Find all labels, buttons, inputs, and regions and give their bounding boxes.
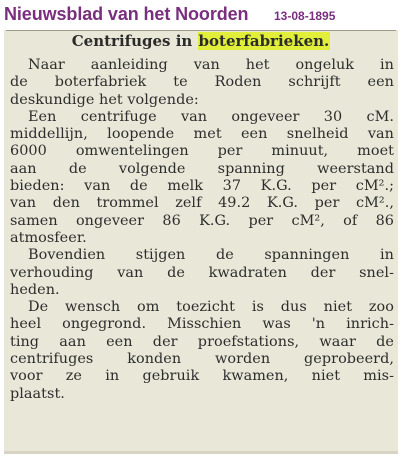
publication-date: 13-08-1895	[274, 9, 336, 23]
article-line: deskundige het volgende:	[10, 91, 199, 108]
article-line: heel ongegrond. Misschien was 'n inrich-	[10, 316, 394, 333]
article-line: van den trommel zelf 49.2 K.G. per cM².,	[10, 195, 394, 212]
article-line: Een centrifuge van ongeveer 30 cM.	[28, 108, 394, 125]
clipping-bottom-edge	[4, 451, 398, 454]
article-body	[10, 57, 394, 403]
article-line: plaatst.	[10, 385, 65, 402]
article-line: voor ze in gebruik kwamen, niet mis-	[10, 368, 394, 385]
article-line: samen ongeveer 86 K.G. per cM², of 86	[10, 212, 394, 229]
clipping-header	[0, 0, 400, 30]
article-line: aan de volgende spanning weerstand	[10, 160, 394, 177]
article-line: heden.	[10, 281, 60, 298]
article-line: Bovendien stijgen de spanningen in	[28, 247, 394, 264]
article-line: bieden: van de melk 37 K.G. per cM².;	[10, 178, 394, 195]
article-line: De wensch om toezicht is dus niet zoo	[28, 299, 394, 316]
article-headline	[4, 32, 398, 50]
newspaper-clipping	[4, 30, 398, 454]
column-rule	[6, 30, 396, 31]
article-line: ting aan een der proefstations, waar de	[10, 333, 394, 350]
newspaper-name: Nieuwsblad van het Noorden	[4, 4, 249, 24]
article-line: 6000 omwentelingen per minuut, moet	[10, 143, 394, 160]
headline-highlighted-term: boterfabrieken.	[198, 32, 330, 50]
article-line: verhouding van de kwadraten der snel-	[10, 264, 394, 281]
article-line: Naar aanleiding van het ongeluk in	[28, 57, 394, 73]
article-line: middellijn, loopende met een snelheid van	[10, 126, 394, 143]
article-line: atmosfeer.	[10, 229, 87, 246]
article-line: de boterfabriek te Roden schrijft een	[10, 74, 394, 91]
headline-text: Centrifuges in	[71, 32, 198, 50]
article-line: centrifuges konden worden geprobeerd,	[10, 351, 394, 368]
